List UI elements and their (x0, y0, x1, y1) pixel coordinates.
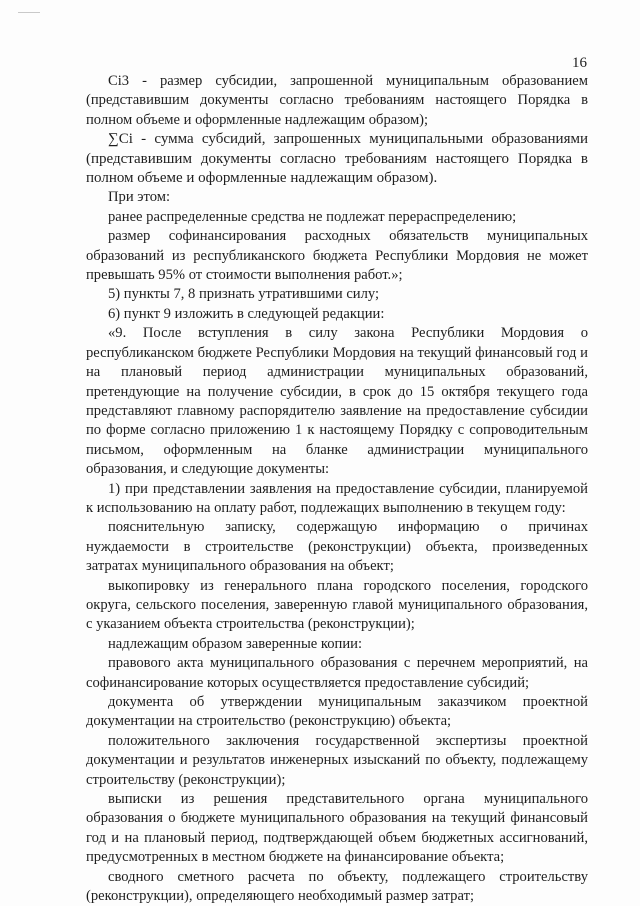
paragraph-project-approval: документа об утверждении муниципальным заказчиком проектной документации на строительство (реконструкцию) объекта; (86, 694, 588, 730)
paragraph-item-6: 6) пункт 9 изложить в следующей редакции: (108, 305, 385, 322)
page-number: 16 (572, 55, 587, 71)
paragraph-state-expertise: положительного заключения государственной экспертизы проектной документации и результатов инженерных изысканий по объекту, подлежащему строительству (реконструкции); (86, 732, 588, 788)
paragraph-pri-etom: При этом: (108, 189, 171, 206)
document-body (86, 72, 588, 906)
paragraph-formula-ci3: Ci3 - размер субсидии, запрошенной муниципальным образованием (представившим документы согласно требованиям настоящего Порядка в полном объеме и оформленные надлежащим образом); (86, 73, 588, 128)
paragraph-subitem-1: 1) при представлении заявления на предоставление субсидии, планируемой к использованию на оплату работ, подлежащих выполнению в текущем году: (86, 480, 588, 516)
paragraph-budget-extract: выписки из решения представительного органа муниципального образования о бюджете муниципального образования на текущий финансовый год и на плановый период, подтверждающей объем бюджетных ассигнований, предусмотренных в местном бюджете на финансирование объекта; (86, 791, 588, 866)
paragraph-explanatory-note: пояснительную записку, содержащую информацию о причинах нуждаемости в строительстве (реконструкции) объекта, произведенных затратах муниципального образования на объект; (86, 519, 588, 575)
scan-mark (18, 12, 40, 13)
paragraph-cost-estimate: сводного сметного расчета по объекту, подлежащего строительству (реконструкции), определяющего необходимый размер затрат; (86, 868, 588, 905)
paragraph-certified-copies: надлежащим образом заверенные копии: (108, 635, 363, 652)
paragraph-cofinancing-limit: размер софинансирования расходных обязательств муниципальных образований из республиканского бюджета Республики Мордовия не может превышать 95% от стоимости выполнения работ.»; (86, 228, 588, 284)
paragraph-master-plan-copy: выкопировку из генерального плана городского поселения, городского округа, сельского поселения, заверенную главой муниципального образования, с указанием объекта строительства (реконструкции); (86, 577, 588, 633)
paragraph-formula-sum: ∑Ci - сумма субсидий, запрошенных муниципальными образованиями (представившим документы согласно требованиям настоящего Порядка в полном объеме и оформленные надлежащим образом). (86, 131, 588, 187)
paragraph-legal-act: правового акта муниципального образования с перечнем мероприятий, на софинансирование которых осуществляется предоставление субсидий; (86, 655, 588, 691)
paragraph-item-5: 5) пункты 7, 8 признать утратившими силу; (108, 286, 380, 303)
paragraph-point-9: «9. После вступления в силу закона Республики Мордовия о республиканском бюджете Республики Мордовия на текущий финансовый год и на плановый период администрации муниципальных образований, претендующие на получение субсидии, в срок до 15 октября текущего года представляют главному распорядителю заявление на предоставление субсидии по форме согласно приложению 1 к настоящему Порядку с сопроводительным письмом, оформленным на бланке администрации муниципального образования, и следующие документы: (86, 325, 588, 478)
paragraph-redistribution: ранее распределенные средства не подлежат перераспределению; (108, 208, 517, 225)
